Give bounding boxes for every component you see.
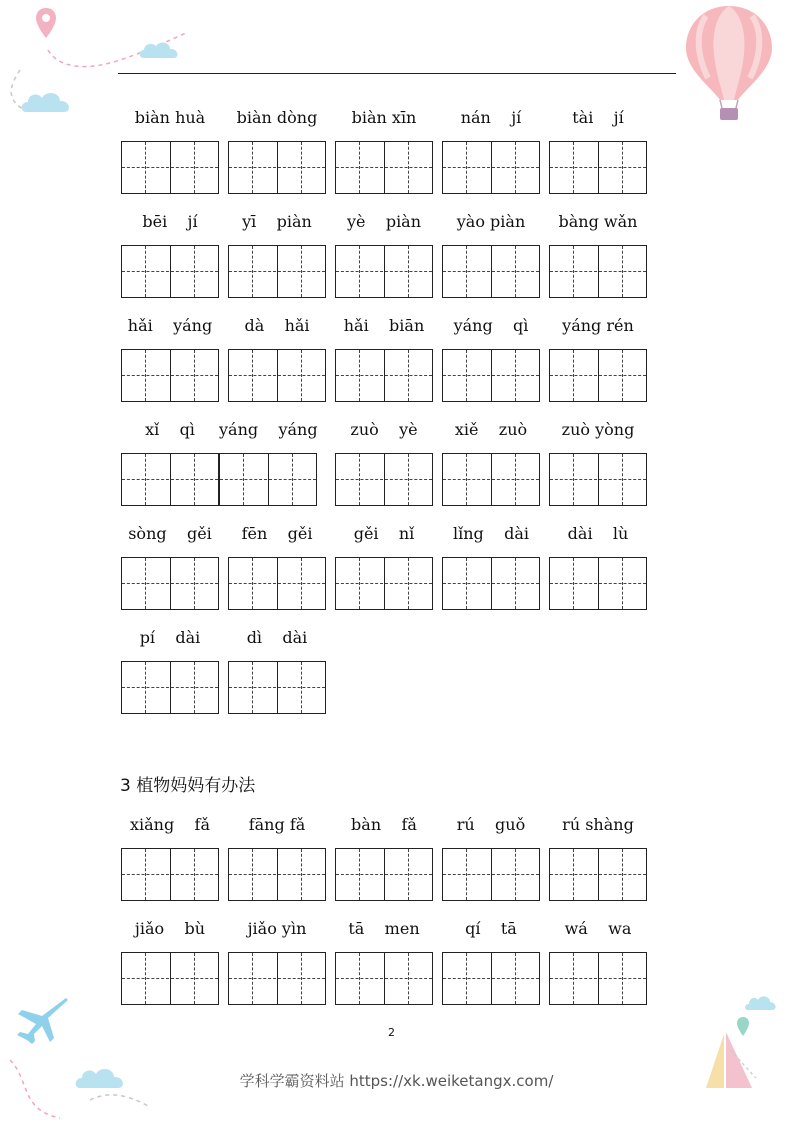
- writing-grid: [442, 453, 540, 506]
- writing-box[interactable]: [336, 953, 383, 1004]
- writing-box[interactable]: [550, 350, 597, 401]
- pinyin: biàn huà: [134, 108, 206, 127]
- writing-box[interactable]: [229, 350, 276, 401]
- writing-box[interactable]: [598, 849, 646, 900]
- pinyin: bàng wǎn: [558, 212, 638, 231]
- writing-box[interactable]: [268, 454, 316, 505]
- pinyin: xiě zuò: [454, 420, 528, 439]
- writing-box[interactable]: [336, 849, 383, 900]
- writing-box[interactable]: [229, 558, 276, 609]
- pinyin: pí dài: [139, 628, 201, 647]
- pinyin: fēn gěi: [241, 524, 313, 543]
- writing-box[interactable]: [491, 849, 539, 900]
- writing-box[interactable]: [598, 953, 646, 1004]
- writing-box[interactable]: [170, 849, 218, 900]
- writing-grid: [228, 141, 326, 194]
- writing-box[interactable]: [277, 142, 325, 193]
- writing-box[interactable]: [598, 454, 646, 505]
- writing-grid: [121, 952, 219, 1005]
- writing-box[interactable]: [443, 849, 490, 900]
- writing-box[interactable]: [384, 350, 432, 401]
- writing-grid: [121, 848, 219, 901]
- writing-box[interactable]: [122, 953, 169, 1004]
- writing-box[interactable]: [598, 142, 646, 193]
- writing-box[interactable]: [170, 350, 218, 401]
- writing-grid: [335, 952, 433, 1005]
- pinyin: hǎi yáng: [127, 316, 213, 335]
- pinyin: wá wa: [564, 919, 632, 938]
- writing-grid: [442, 557, 540, 610]
- pinyin: yè piàn: [346, 212, 422, 231]
- writing-box[interactable]: [491, 558, 539, 609]
- writing-box[interactable]: [491, 246, 539, 297]
- pinyin: biàn dòng: [236, 108, 318, 127]
- writing-grid: [335, 453, 433, 506]
- writing-grid: [335, 245, 433, 298]
- writing-box[interactable]: [598, 350, 646, 401]
- pinyin: bàn fǎ: [351, 815, 417, 834]
- writing-box[interactable]: [277, 849, 325, 900]
- pinyin: yào piàn: [456, 212, 526, 231]
- writing-box[interactable]: [550, 558, 597, 609]
- writing-grid: [549, 245, 647, 298]
- writing-box[interactable]: [229, 662, 276, 713]
- writing-box[interactable]: [384, 246, 432, 297]
- pinyin: dà hǎi: [244, 316, 310, 335]
- writing-box[interactable]: [336, 454, 383, 505]
- writing-box[interactable]: [229, 849, 276, 900]
- writing-box[interactable]: [229, 246, 276, 297]
- writing-grid: [228, 952, 326, 1005]
- pinyin: zuò yòng: [561, 420, 635, 439]
- writing-box[interactable]: [384, 142, 432, 193]
- cloud-icon: [138, 38, 182, 60]
- writing-box[interactable]: [550, 142, 597, 193]
- pinyin: lǐng dài: [452, 524, 530, 543]
- pinyin: gěi nǐ: [353, 524, 415, 543]
- pinyin: yáng qì: [453, 316, 529, 335]
- writing-box[interactable]: [598, 246, 646, 297]
- writing-box[interactable]: [122, 849, 169, 900]
- writing-box[interactable]: [336, 142, 383, 193]
- writing-box[interactable]: [170, 142, 218, 193]
- writing-box[interactable]: [550, 454, 597, 505]
- writing-grid: [549, 557, 647, 610]
- pinyin: bēi jí: [142, 212, 198, 231]
- pinyin: qí tā: [465, 919, 517, 938]
- writing-box[interactable]: [336, 246, 383, 297]
- writing-box[interactable]: [277, 953, 325, 1004]
- writing-box[interactable]: [220, 454, 267, 505]
- writing-box[interactable]: [122, 142, 169, 193]
- writing-box[interactable]: [491, 953, 539, 1004]
- footer-source: 学科学霸资料站 https://xk.weiketangx.com/: [239, 1072, 554, 1090]
- writing-grid: [549, 349, 647, 402]
- writing-grid: [121, 141, 219, 194]
- writing-box[interactable]: [122, 350, 169, 401]
- writing-grid: [549, 141, 647, 194]
- writing-grid: [228, 245, 326, 298]
- writing-grid: [335, 848, 433, 901]
- writing-box[interactable]: [443, 350, 490, 401]
- pinyin: hǎi biān: [343, 316, 425, 335]
- writing-box[interactable]: [384, 849, 432, 900]
- writing-box[interactable]: [443, 953, 490, 1004]
- writing-grid: [442, 245, 540, 298]
- writing-grid: [549, 952, 647, 1005]
- writing-box[interactable]: [443, 558, 490, 609]
- writing-box[interactable]: [443, 454, 490, 505]
- pinyin: rú guǒ: [456, 815, 526, 834]
- writing-grid: [442, 349, 540, 402]
- writing-grid: [549, 848, 647, 901]
- writing-box[interactable]: [550, 246, 597, 297]
- writing-box[interactable]: [277, 350, 325, 401]
- writing-box[interactable]: [170, 558, 218, 609]
- writing-box[interactable]: [550, 953, 597, 1004]
- writing-box[interactable]: [170, 246, 218, 297]
- writing-box[interactable]: [229, 142, 276, 193]
- writing-box[interactable]: [122, 558, 169, 609]
- writing-grid: [228, 848, 326, 901]
- writing-box[interactable]: [443, 246, 490, 297]
- writing-box[interactable]: [170, 454, 218, 505]
- writing-grid: [228, 661, 326, 714]
- writing-box[interactable]: [384, 558, 432, 609]
- writing-grid: [335, 349, 433, 402]
- writing-box[interactable]: [277, 246, 325, 297]
- writing-box[interactable]: [122, 662, 169, 713]
- pinyin: dì dài: [246, 628, 308, 647]
- writing-box[interactable]: [277, 662, 325, 713]
- writing-box[interactable]: [122, 246, 169, 297]
- writing-box[interactable]: [491, 350, 539, 401]
- writing-grid: [219, 453, 317, 506]
- hot-air-balloon-icon: [684, 4, 774, 122]
- cloud-icon: [744, 994, 778, 1012]
- writing-grid: [121, 245, 219, 298]
- pinyin: yáng rén: [562, 316, 634, 335]
- lesson-title: 3 植物妈妈有办法: [120, 776, 256, 796]
- writing-grid: [228, 557, 326, 610]
- writing-box[interactable]: [229, 953, 276, 1004]
- writing-box[interactable]: [550, 849, 597, 900]
- pinyin: nán jí: [460, 108, 522, 127]
- pinyin: tā men: [348, 919, 420, 938]
- header-rule: [118, 73, 676, 74]
- writing-box[interactable]: [277, 558, 325, 609]
- pinyin: biàn xīn: [351, 108, 417, 127]
- writing-grid: [121, 349, 219, 402]
- page-number: 2: [388, 1026, 395, 1039]
- pinyin: tài jí: [572, 108, 624, 127]
- writing-box[interactable]: [491, 142, 539, 193]
- writing-box[interactable]: [170, 953, 218, 1004]
- writing-box[interactable]: [336, 350, 383, 401]
- writing-box[interactable]: [122, 454, 169, 505]
- writing-grid: [121, 661, 219, 714]
- writing-grid: [121, 453, 219, 506]
- pinyin: yáng yáng: [219, 420, 318, 439]
- pinyin: fāng fǎ: [248, 815, 306, 834]
- pinyin: xiǎng fǎ: [129, 815, 211, 834]
- writing-grid: [228, 349, 326, 402]
- pinyin: jiǎo yìn: [247, 919, 307, 938]
- writing-grid: [442, 952, 540, 1005]
- writing-box[interactable]: [384, 454, 432, 505]
- pinyin: xǐ qì: [145, 420, 195, 439]
- pinyin: zuò yè: [350, 420, 418, 439]
- writing-box[interactable]: [598, 558, 646, 609]
- pinyin: dài lù: [567, 524, 629, 543]
- pinyin: jiǎo bù: [134, 919, 206, 938]
- writing-grid: [121, 557, 219, 610]
- writing-box[interactable]: [336, 558, 383, 609]
- writing-grid: [442, 848, 540, 901]
- writing-grid: [335, 557, 433, 610]
- pinyin: sòng gěi: [128, 524, 212, 543]
- writing-box[interactable]: [384, 953, 432, 1004]
- airplane-icon: [12, 994, 70, 1046]
- writing-box[interactable]: [170, 662, 218, 713]
- pinyin: rú shàng: [562, 815, 634, 834]
- writing-box[interactable]: [491, 454, 539, 505]
- writing-grid: [549, 453, 647, 506]
- pinyin: yī piàn: [242, 212, 312, 231]
- cloud-icon: [20, 88, 74, 114]
- writing-box[interactable]: [443, 142, 490, 193]
- writing-grid: [442, 141, 540, 194]
- writing-grid: [335, 141, 433, 194]
